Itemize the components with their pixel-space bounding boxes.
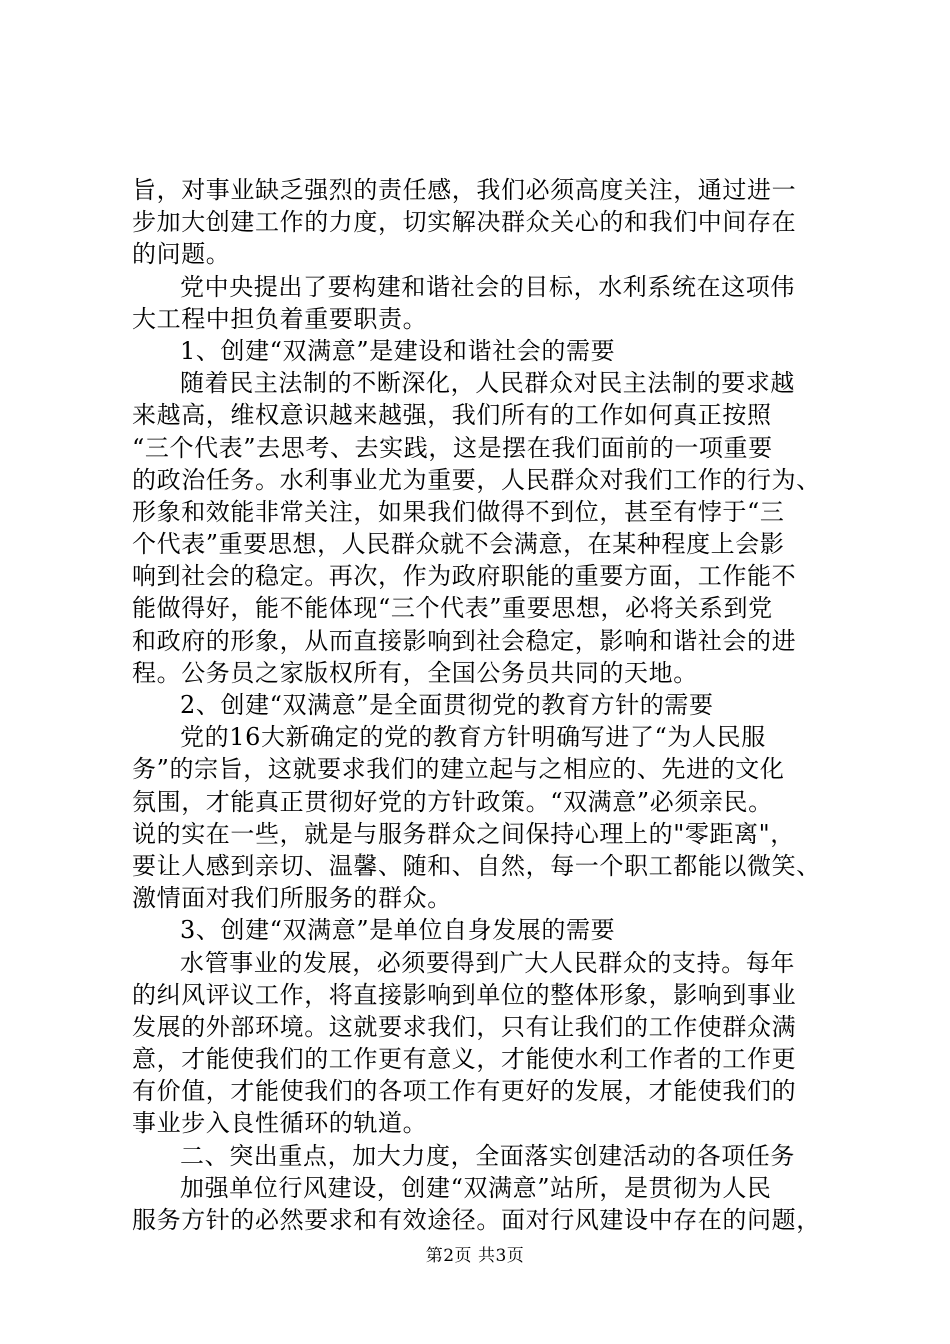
text-line: 旨，对事业缺乏强烈的责任感，我们必须高度关注，通过进一: [132, 176, 797, 204]
text-line: 加强单位行风建设，创建“双满意”站所，是贯彻为人民: [180, 1173, 772, 1202]
text-line: 响到社会的稳定。再次，作为政府职能的重要方面，工作能不: [132, 562, 797, 591]
text-line: 步加大创建工作的力度，切实解决群众关心的和我们中间存在: [132, 208, 797, 237]
text-line: 水管事业的发展，必须要得到广大人民群众的支持。每年: [180, 948, 795, 977]
text-line: 党的16大新确定的党的教育方针明确写进了“为人民服: [180, 723, 766, 752]
text-line: 事业步入良性循环的轨道。: [132, 1109, 428, 1138]
text-line: 1、创建“双满意”是建设和谐社会的需要: [180, 336, 616, 365]
text-line: 3、创建“双满意”是单位自身发展的需要: [180, 916, 616, 945]
text-line: 党中央提出了要构建和谐社会的目标，水利系统在这项伟: [180, 272, 795, 301]
text-line: 的问题。: [132, 240, 231, 269]
text-line: 的政治任务。水利事业尤为重要，人民群众对我们工作的行为、: [132, 465, 821, 494]
text-line: 激情面对我们所服务的群众。: [132, 884, 452, 913]
text-line: 务”的宗旨，这就要求我们的建立起与之相应的、先进的文化: [132, 755, 785, 784]
text-line: 个代表”重要思想，人民群众就不会满意，在某种程度上会影: [132, 530, 785, 559]
text-line: 形象和效能非常关注，如果我们做得不到位，甚至有悖于“三: [132, 497, 785, 526]
page-number-footer: 第2页 共3页: [425, 1246, 525, 1266]
text-line: 二、突出重点，加大力度，全面落实创建活动的各项任务: [180, 1141, 795, 1170]
text-line: 氛围，才能真正贯彻好党的方针政策。“双满意”必须亲民。: [132, 787, 773, 816]
text-line: 的纠风评议工作，将直接影响到单位的整体形象，影响到事业: [132, 980, 797, 1009]
text-line: 和政府的形象，从而直接影响到社会稳定，影响和谐社会的进: [132, 626, 797, 655]
text-line: 发展的外部环境。这就要求我们，只有让我们的工作使群众满: [132, 1012, 797, 1041]
text-line: 能做得好，能不能体现“三个代表”重要思想，必将关系到党: [132, 594, 773, 623]
document-body: [132, 174, 836, 1236]
text-line: 大工程中担负着重要职责。: [132, 304, 428, 333]
text-line: 程。公务员之家版权所有，全国公务员共同的天地。: [132, 658, 698, 687]
text-line: “三个代表”去思考、去实践，这是摆在我们面前的一项重要: [132, 433, 773, 462]
text-line: 要让人感到亲切、温馨、随和、自然，每一个职工都能以微笑、: [132, 851, 821, 880]
text-line: 来越高，维权意识越来越强，我们所有的工作如何真正按照: [132, 401, 772, 430]
text-line: 意，才能使我们的工作更有意义，才能使水利工作者的工作更: [132, 1045, 797, 1074]
text-line: 随着民主法制的不断深化，人民群众对民主法制的要求越: [180, 369, 795, 398]
text-line: 服务方针的必然要求和有效途径。面对行风建设中存在的问题，: [132, 1206, 821, 1234]
text-line: 说的实在一些，就是与服务群众之间保持心理上的"零距离"，: [132, 819, 795, 848]
text-line: 2、创建“双满意”是全面贯彻党的教育方针的需要: [180, 691, 714, 719]
text-line: 有价值，才能使我们的各项工作有更好的发展，才能使我们的: [132, 1077, 797, 1106]
